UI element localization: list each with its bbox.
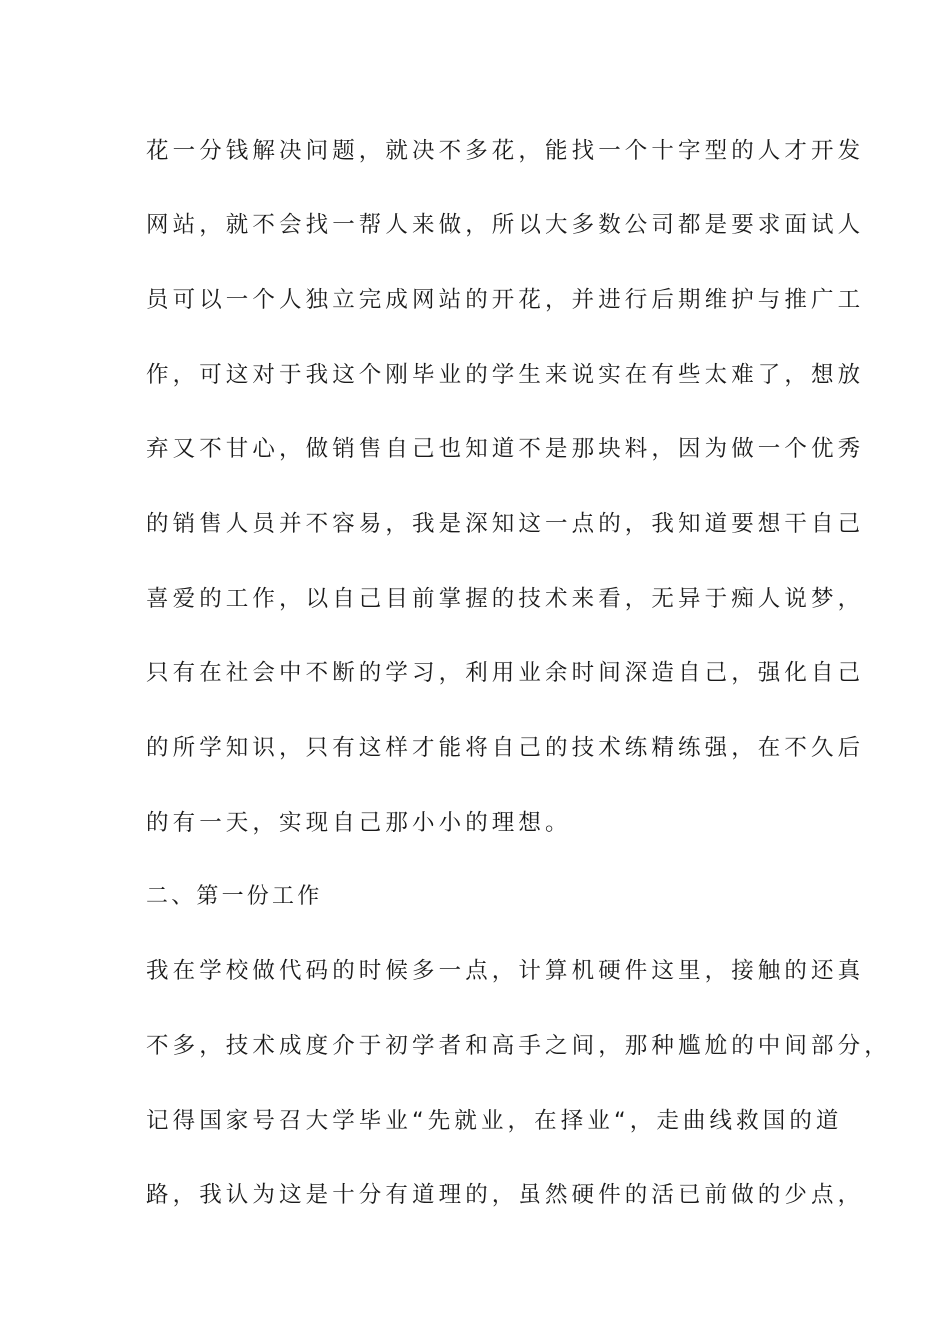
- paragraph-line: 喜爱的工作，以自己目前掌握的技术来看，无异于痴人说梦，: [146, 586, 865, 612]
- paragraph-line: 的销售人员并不容易，我是深知这一点的，我知道要想干自己: [146, 511, 865, 537]
- paragraph-line: 我在学校做代码的时候多一点，计算机硬件这里，接触的还真: [146, 958, 865, 984]
- paragraph-line: 花一分钱解决问题，就决不多花，能找一个十字型的人才开发: [146, 138, 865, 164]
- paragraph-line: 只有在社会中不断的学习，利用业余时间深造自己，强化自己: [146, 660, 865, 686]
- paragraph-line: 记得国家号召大学毕业“先就业，在择业“，走曲线救国的道: [146, 1108, 843, 1134]
- paragraph-line: 作，可这对于我这个刚毕业的学生来说实在有些太难了，想放: [146, 362, 865, 388]
- paragraph-line: 路，我认为这是十分有道理的，虽然硬件的活已前做的少点，: [146, 1182, 865, 1208]
- paragraph-line: 的有一天，实现自己那小小的理想。: [146, 810, 572, 836]
- paragraph-line: 网站，就不会找一帮人来做，所以大多数公司都是要求面试人: [146, 212, 865, 238]
- section-heading: 二、第一份工作: [146, 884, 323, 909]
- paragraph-line: 的所学知识，只有这样才能将自己的技术练精练强，在不久后: [146, 735, 865, 761]
- paragraph-line: 员可以一个人独立完成网站的开花，并进行后期维护与推广工: [146, 287, 865, 313]
- paragraph-line: 不多，技术成度介于初学者和高手之间，那种尴尬的中间部分，: [146, 1033, 891, 1059]
- paragraph-line: 弃又不甘心，做销售自己也知道不是那块料，因为做一个优秀: [146, 436, 865, 462]
